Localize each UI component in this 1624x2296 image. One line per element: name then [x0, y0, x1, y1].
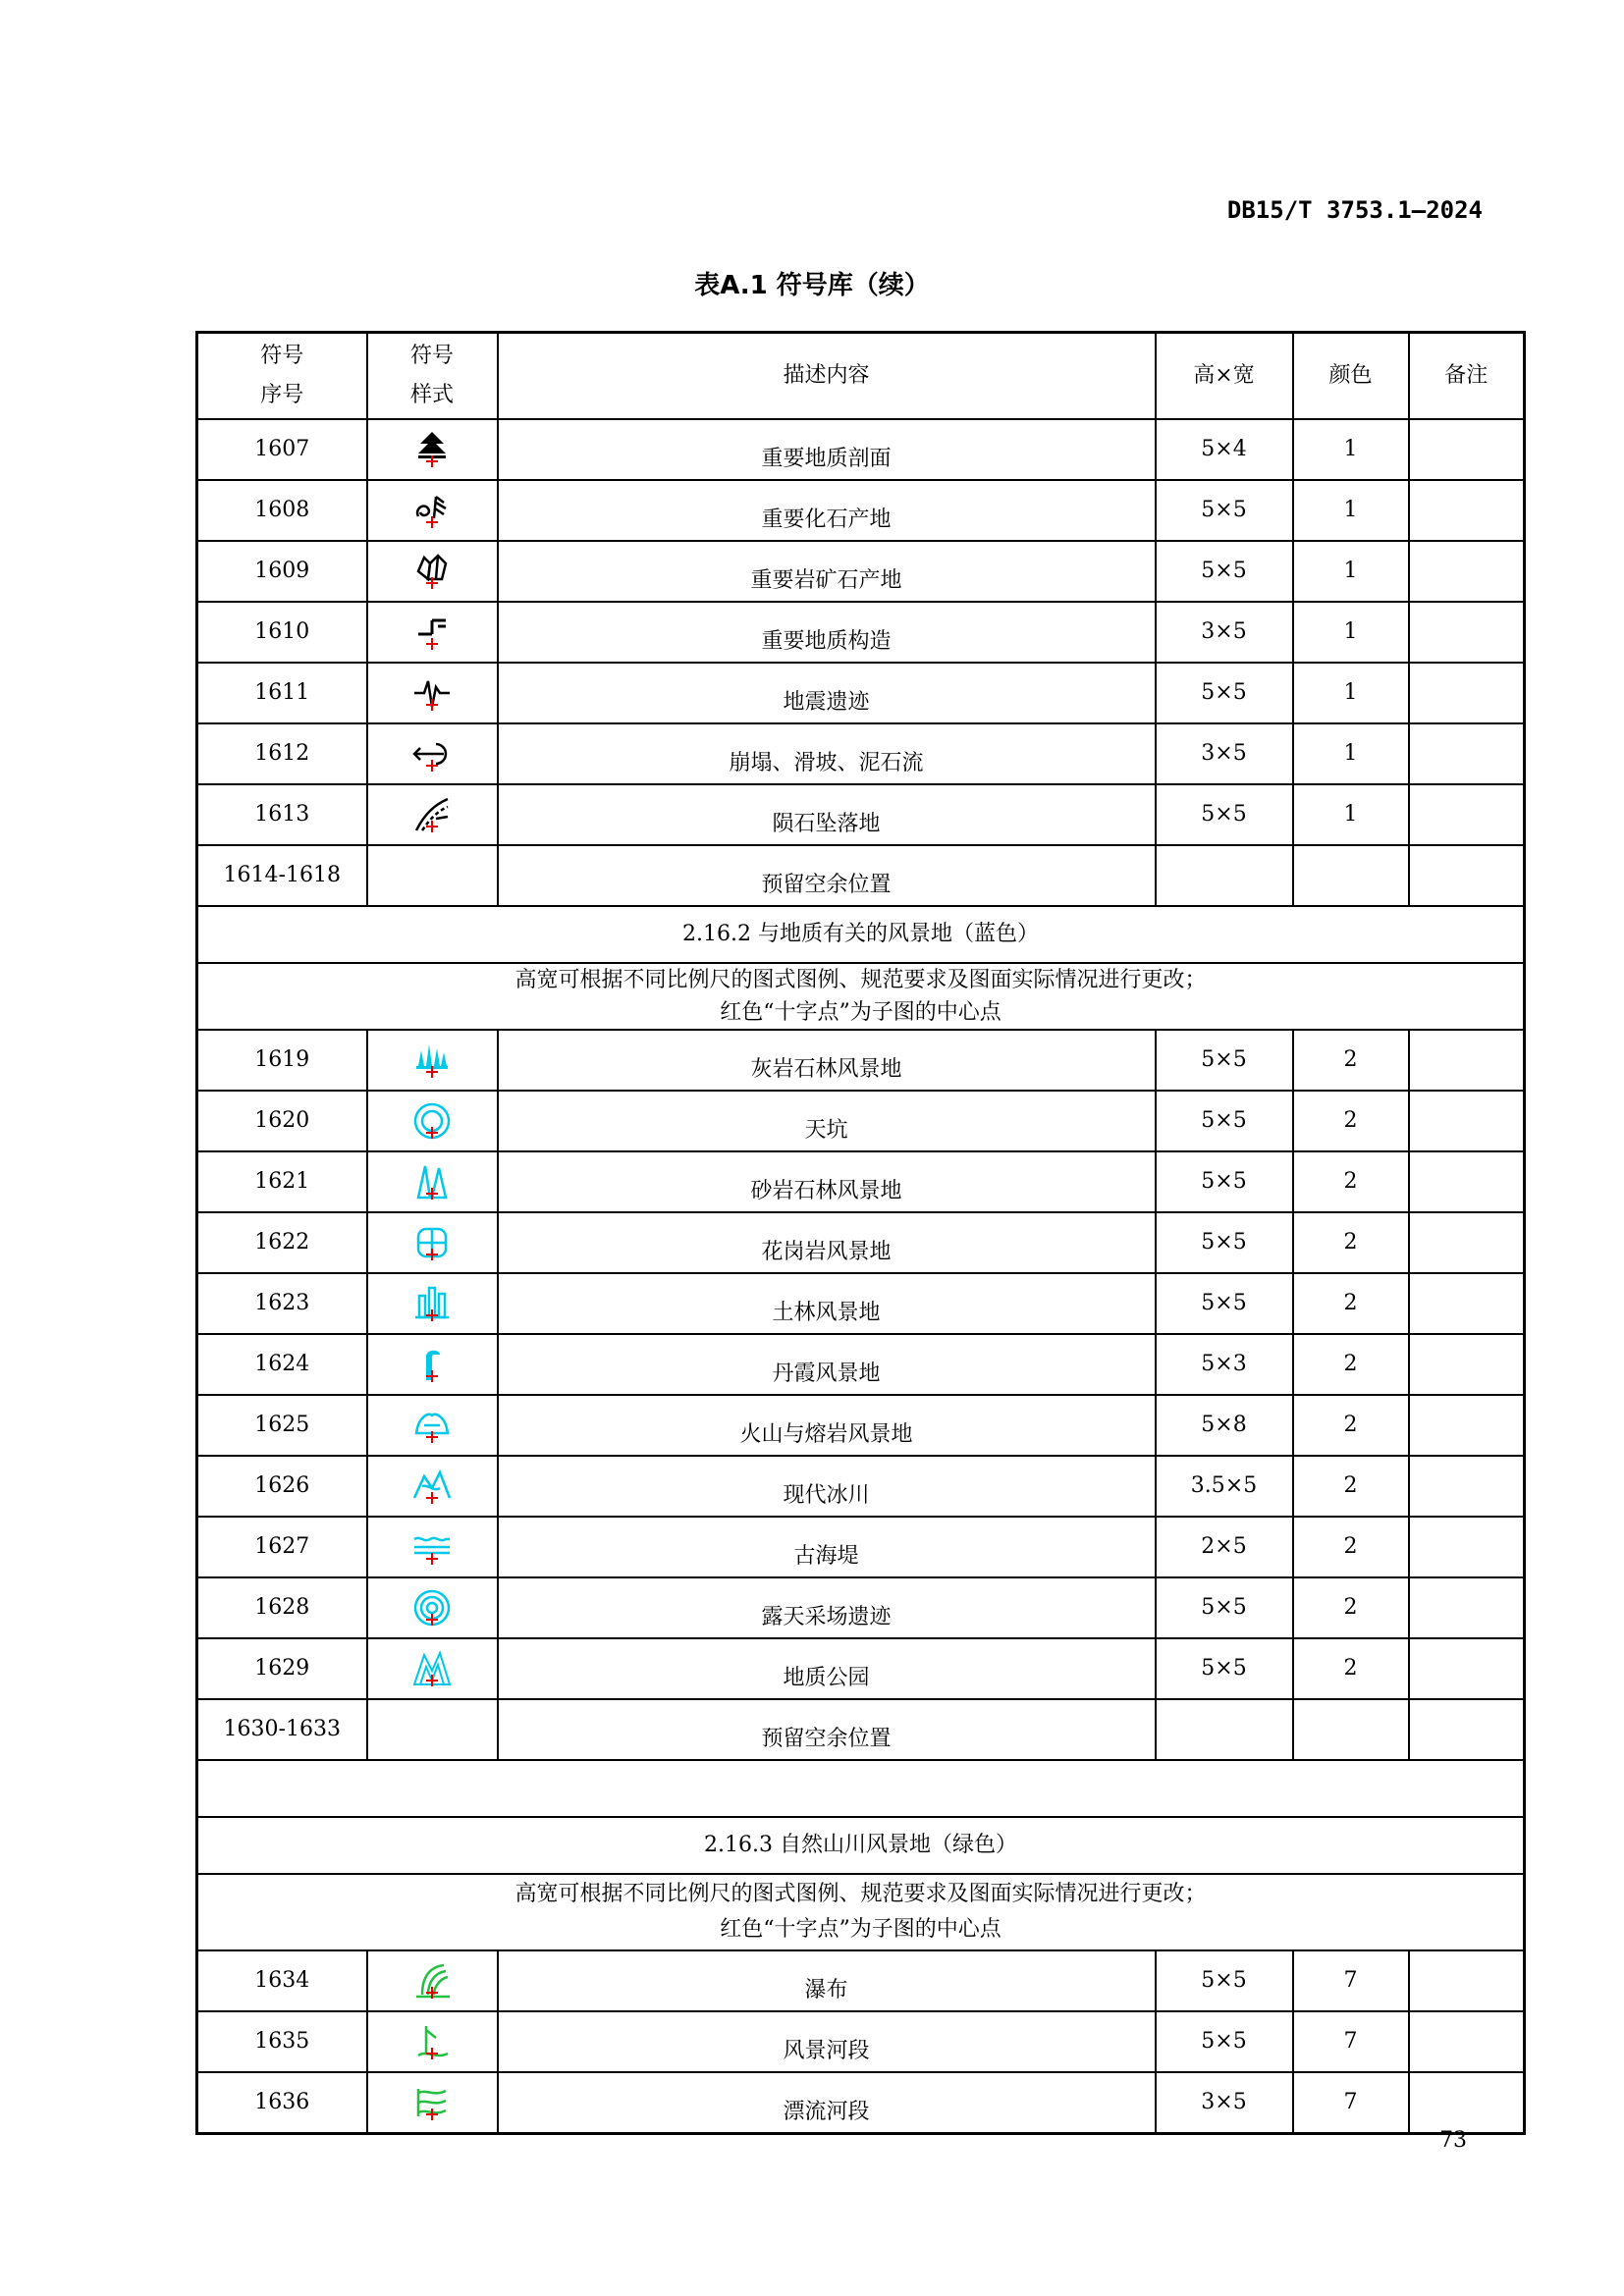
section-note: [197, 963, 1525, 1030]
symbol-note: [1409, 1030, 1525, 1091]
section-title: 2.16.2 与地质有关的风景地（蓝色）: [197, 906, 1525, 963]
symbol-color: 2: [1293, 1273, 1409, 1334]
symbol-size: 5×5: [1156, 663, 1293, 723]
limestone-forest-icon: [410, 1039, 454, 1082]
table-row: [197, 1456, 1525, 1517]
symbol-desc: 灰岩石林风景地: [498, 1030, 1156, 1091]
header-style-line1: 符号: [409, 344, 454, 368]
table-title: 表A.1 符号库（续）: [694, 271, 930, 300]
symbol-desc: 地震遗迹: [498, 663, 1156, 723]
symbol-desc: 天坑: [498, 1091, 1156, 1151]
symbol-style: [367, 1577, 498, 1638]
symbol-seq: 1614-1618: [197, 845, 367, 906]
symbol-desc: 漂流河段: [498, 2072, 1156, 2134]
symbol-style: [367, 723, 498, 784]
symbol-size: 5×5: [1156, 1638, 1293, 1699]
symbol-note: [1409, 419, 1525, 480]
table-row: [197, 845, 1525, 906]
mineral-site-icon: [410, 550, 454, 593]
symbol-seq: 1635: [197, 2011, 367, 2072]
symbol-style: [367, 602, 498, 663]
symbol-note: [1409, 541, 1525, 602]
symbol-color: 2: [1293, 1395, 1409, 1456]
table-row: [197, 1151, 1525, 1212]
section-note-line2: 红色“十字点”为子图的中心点: [720, 1000, 1001, 1025]
symbol-style: [367, 1638, 498, 1699]
fossil-site-icon: [410, 489, 454, 532]
symbol-desc: 砂岩石林风景地: [498, 1151, 1156, 1212]
symbol-style: [367, 419, 498, 480]
symbol-style: [367, 480, 498, 541]
symbol-desc: 陨石坠落地: [498, 784, 1156, 845]
symbol-seq: 1611: [197, 663, 367, 723]
sandstone-forest-icon: [410, 1160, 454, 1203]
section-note-row: [197, 1874, 1525, 1950]
header-style: [367, 333, 498, 420]
symbol-seq: 1621: [197, 1151, 367, 1212]
symbol-size: 3.5×5: [1156, 1456, 1293, 1517]
symbol-color: 1: [1293, 663, 1409, 723]
symbol-note: [1409, 602, 1525, 663]
symbol-color: 2: [1293, 1456, 1409, 1517]
symbol-seq: 1620: [197, 1091, 367, 1151]
symbol-desc: 土林风景地: [498, 1273, 1156, 1334]
symbol-desc: 重要岩矿石产地: [498, 541, 1156, 602]
symbol-color: 7: [1293, 2072, 1409, 2134]
symbol-desc: 重要地质构造: [498, 602, 1156, 663]
blank-cell: [197, 1760, 1525, 1817]
symbol-note: [1409, 1212, 1525, 1273]
symbol-size: 5×5: [1156, 1950, 1293, 2011]
symbol-note: [1409, 1334, 1525, 1395]
symbol-seq: 1626: [197, 1456, 367, 1517]
symbol-note: [1409, 1577, 1525, 1638]
symbol-seq: 1619: [197, 1030, 367, 1091]
symbol-style: [367, 1151, 498, 1212]
header-note: 备注: [1409, 333, 1525, 420]
sinkhole-icon: [410, 1099, 454, 1143]
open-pit-icon: [410, 1586, 454, 1629]
symbol-seq: 1636: [197, 2072, 367, 2134]
symbol-seq: 1623: [197, 1273, 367, 1334]
symbol-desc: 露天采场遗迹: [498, 1577, 1156, 1638]
symbol-style: [367, 1699, 498, 1760]
header-desc: 描述内容: [498, 333, 1156, 420]
table-row: [197, 663, 1525, 723]
section-note-line1: 高宽可根据不同比例尺的图式图例、规范要求及图面实际情况进行更改；: [514, 968, 1207, 992]
symbol-note: [1409, 845, 1525, 906]
symbol-note: [1409, 1699, 1525, 1760]
geologic-profile-icon: [410, 428, 454, 471]
symbol-style: [367, 845, 498, 906]
section-title: 2.16.3 自然山川风景地（绿色）: [197, 1817, 1525, 1874]
symbol-note: [1409, 1950, 1525, 2011]
meteorite-site-icon: [410, 793, 454, 836]
symbol-size: 5×5: [1156, 541, 1293, 602]
header-size: 高×宽: [1156, 333, 1293, 420]
table-row: [197, 1212, 1525, 1273]
symbol-color: [1293, 845, 1409, 906]
symbol-note: [1409, 480, 1525, 541]
table-row: [197, 2072, 1525, 2134]
symbol-seq: 1629: [197, 1638, 367, 1699]
header-color: 颜色: [1293, 333, 1409, 420]
symbol-color: 1: [1293, 723, 1409, 784]
symbol-note: [1409, 663, 1525, 723]
table-header-row: [197, 333, 1525, 420]
table-row: [197, 602, 1525, 663]
rafting-river-icon: [410, 2081, 454, 2124]
header-seq-line2: 序号: [260, 383, 304, 407]
symbol-style: [367, 2072, 498, 2134]
symbol-note: [1409, 1091, 1525, 1151]
table-row: [197, 1638, 1525, 1699]
symbol-size: 5×3: [1156, 1334, 1293, 1395]
waterfall-icon: [410, 1959, 454, 2002]
symbol-size: 5×5: [1156, 2011, 1293, 2072]
table-row: [197, 480, 1525, 541]
symbol-desc: 重要化石产地: [498, 480, 1156, 541]
symbol-size: 2×5: [1156, 1517, 1293, 1577]
symbol-seq: 1627: [197, 1517, 367, 1577]
table-row: [197, 1334, 1525, 1395]
symbol-size: 5×5: [1156, 1030, 1293, 1091]
geopark-icon: [410, 1647, 454, 1690]
symbol-desc: 花岗岩风景地: [498, 1212, 1156, 1273]
symbol-seq: 1613: [197, 784, 367, 845]
symbol-size: 3×5: [1156, 723, 1293, 784]
table-row: [197, 1030, 1525, 1091]
symbol-color: 1: [1293, 784, 1409, 845]
symbol-size: 5×5: [1156, 1091, 1293, 1151]
earth-forest-icon: [410, 1282, 454, 1325]
symbol-size: 5×5: [1156, 1273, 1293, 1334]
granite-scenery-icon: [410, 1221, 454, 1264]
volcano-lava-icon: [410, 1404, 454, 1447]
ancient-seawall-icon: [410, 1525, 454, 1569]
symbol-desc: 现代冰川: [498, 1456, 1156, 1517]
symbol-note: [1409, 2072, 1525, 2134]
symbol-color: 1: [1293, 602, 1409, 663]
symbol-color: 1: [1293, 541, 1409, 602]
symbol-seq: 1610: [197, 602, 367, 663]
landslide-icon: [410, 732, 454, 775]
symbol-style: [367, 784, 498, 845]
section-note-line2: 红色“十字点”为子图的中心点: [720, 1917, 1001, 1942]
symbol-note: [1409, 1273, 1525, 1334]
symbol-style: [367, 1950, 498, 2011]
symbol-seq: 1622: [197, 1212, 367, 1273]
table-row: [197, 1577, 1525, 1638]
scenic-river-icon: [410, 2020, 454, 2063]
table-row: [197, 2011, 1525, 2072]
symbol-note: [1409, 723, 1525, 784]
symbol-color: 2: [1293, 1151, 1409, 1212]
symbol-color: 2: [1293, 1212, 1409, 1273]
symbol-size: 5×8: [1156, 1395, 1293, 1456]
symbol-style: [367, 663, 498, 723]
symbol-desc: 丹霞风景地: [498, 1334, 1156, 1395]
symbol-note: [1409, 2011, 1525, 2072]
symbol-seq: 1634: [197, 1950, 367, 2011]
symbol-desc: 瀑布: [498, 1950, 1156, 2011]
symbol-color: [1293, 1699, 1409, 1760]
table-row: [197, 1699, 1525, 1760]
symbol-color: 2: [1293, 1638, 1409, 1699]
symbol-note: [1409, 1456, 1525, 1517]
symbol-color: 2: [1293, 1030, 1409, 1091]
symbol-note: [1409, 1395, 1525, 1456]
symbol-size: 5×4: [1156, 419, 1293, 480]
glacier-icon: [410, 1465, 454, 1508]
symbol-desc: 火山与熔岩风景地: [498, 1395, 1156, 1456]
symbol-style: [367, 1212, 498, 1273]
symbol-note: [1409, 1151, 1525, 1212]
symbol-style: [367, 541, 498, 602]
section-note-line1: 高宽可根据不同比例尺的图式图例、规范要求及图面实际情况进行更改；: [514, 1882, 1207, 1906]
symbol-style: [367, 1030, 498, 1091]
table-row: [197, 419, 1525, 480]
symbol-color: 1: [1293, 480, 1409, 541]
symbol-color: 2: [1293, 1091, 1409, 1151]
symbol-desc: 古海堤: [498, 1517, 1156, 1577]
symbol-size: 3×5: [1156, 2072, 1293, 2134]
symbol-seq: 1628: [197, 1577, 367, 1638]
standard-code: DB15/T 3753.1—2024: [1226, 196, 1483, 224]
table-row: [197, 723, 1525, 784]
symbol-style: [367, 1517, 498, 1577]
symbol-style: [367, 1456, 498, 1517]
table-row: [197, 1395, 1525, 1456]
symbol-desc: 重要地质剖面: [498, 419, 1156, 480]
symbol-desc: 地质公园: [498, 1638, 1156, 1699]
header-seq: [197, 333, 367, 420]
header-style-line2: 样式: [409, 383, 454, 407]
symbol-size: 5×5: [1156, 1212, 1293, 1273]
symbol-color: 2: [1293, 1517, 1409, 1577]
symbol-style: [367, 1273, 498, 1334]
table-row: [197, 1950, 1525, 2011]
symbol-size: 5×5: [1156, 480, 1293, 541]
symbol-color: 1: [1293, 419, 1409, 480]
symbol-seq: 1612: [197, 723, 367, 784]
symbol-color: 7: [1293, 2011, 1409, 2072]
table-row: [197, 1091, 1525, 1151]
table-row: [197, 1273, 1525, 1334]
table-row: [197, 541, 1525, 602]
symbol-style: [367, 2011, 498, 2072]
section-title-row: [197, 906, 1525, 963]
symbol-seq: 1630-1633: [197, 1699, 367, 1760]
symbol-color: 7: [1293, 1950, 1409, 2011]
blank-row: [197, 1760, 1525, 1817]
danxia-icon: [410, 1343, 454, 1386]
page-number: 73: [1439, 2128, 1467, 2153]
symbol-desc: 预留空余位置: [498, 845, 1156, 906]
symbol-desc: 崩塌、滑坡、泥石流: [498, 723, 1156, 784]
symbol-note: [1409, 1517, 1525, 1577]
symbol-seq: 1607: [197, 419, 367, 480]
symbol-seq: 1608: [197, 480, 367, 541]
symbol-size: 5×5: [1156, 1151, 1293, 1212]
symbol-seq: 1625: [197, 1395, 367, 1456]
symbol-style: [367, 1334, 498, 1395]
symbol-size: [1156, 845, 1293, 906]
symbol-seq: 1624: [197, 1334, 367, 1395]
symbol-table: [195, 331, 1526, 2135]
symbol-note: [1409, 784, 1525, 845]
symbol-color: 2: [1293, 1577, 1409, 1638]
symbol-size: [1156, 1699, 1293, 1760]
symbol-size: 5×5: [1156, 1577, 1293, 1638]
earthquake-relic-icon: [410, 671, 454, 715]
symbol-color: 2: [1293, 1334, 1409, 1395]
section-note-row: [197, 963, 1525, 1030]
symbol-size: 3×5: [1156, 602, 1293, 663]
section-note: [197, 1874, 1525, 1950]
symbol-desc: 预留空余位置: [498, 1699, 1156, 1760]
table-row: [197, 1517, 1525, 1577]
header-seq-line1: 符号: [260, 344, 304, 368]
table-row: [197, 784, 1525, 845]
symbol-style: [367, 1395, 498, 1456]
symbol-note: [1409, 1638, 1525, 1699]
symbol-size: 5×5: [1156, 784, 1293, 845]
symbol-style: [367, 1091, 498, 1151]
symbol-seq: 1609: [197, 541, 367, 602]
symbol-desc: 风景河段: [498, 2011, 1156, 2072]
geologic-structure-icon: [410, 611, 454, 654]
section-title-row: [197, 1817, 1525, 1874]
